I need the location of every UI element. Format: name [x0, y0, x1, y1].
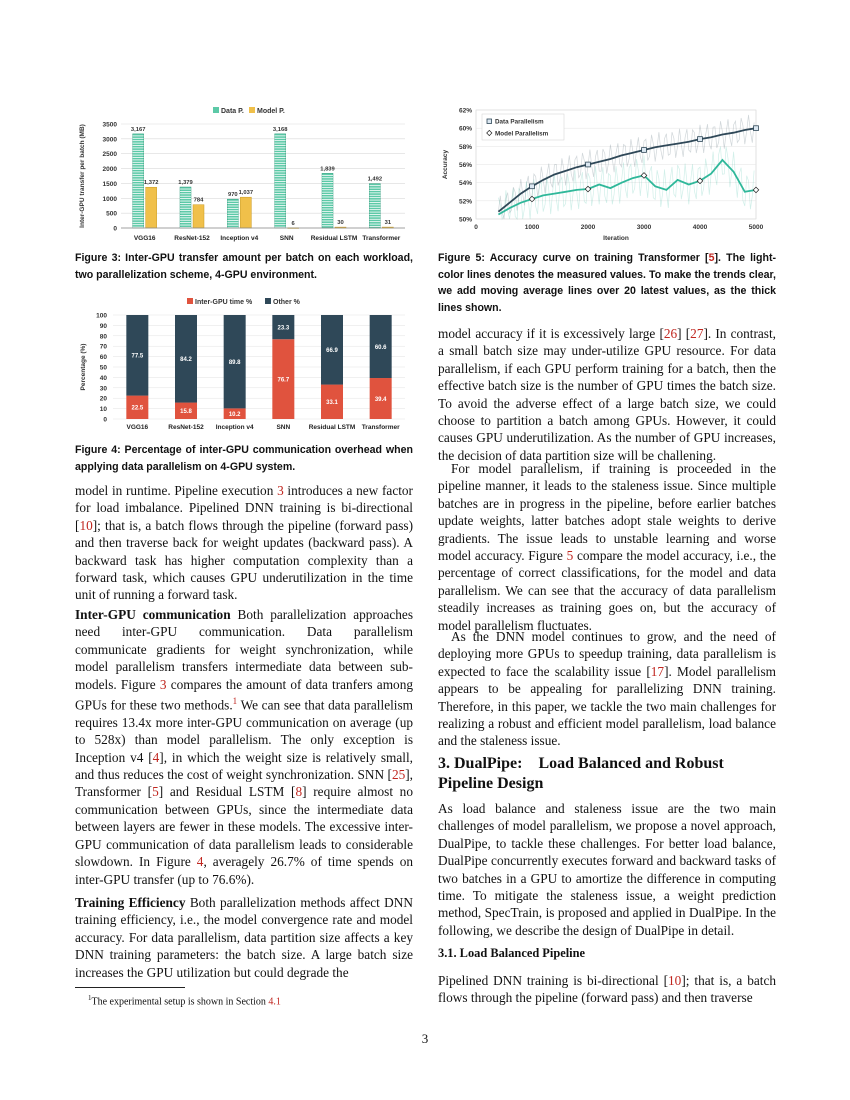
- legend-label: Model P.: [257, 108, 285, 115]
- bar-model-p: [240, 197, 251, 228]
- y-tick-label: 3000: [102, 136, 117, 144]
- citation-link[interactable]: 4: [152, 749, 160, 765]
- data-label: 84.2: [180, 357, 192, 364]
- data-label: 3,168: [272, 126, 288, 133]
- data-label: 15.8: [180, 409, 192, 416]
- x-tick-label: ResNet-152: [174, 235, 210, 242]
- bar-data-p: [322, 173, 333, 228]
- figure-3-chart: [75, 100, 415, 248]
- y-tick-label: 62%: [458, 107, 472, 115]
- legend-swatch: [487, 119, 492, 124]
- citation-link[interactable]: 5: [152, 784, 159, 800]
- y-axis-label: Inter-GPU transfer per batch (MB): [79, 124, 86, 228]
- y-tick-label: 60: [99, 354, 107, 362]
- data-label: 60.6: [374, 344, 387, 351]
- x-axis-label: Iteration: [603, 235, 629, 242]
- y-tick-label: 58%: [458, 143, 472, 151]
- y-tick-label: 20: [99, 395, 107, 403]
- section-ref-link[interactable]: 3: [277, 483, 284, 498]
- bar-data-p: [180, 187, 191, 228]
- data-label: 30: [337, 220, 344, 227]
- citation-link[interactable]: 17: [650, 663, 665, 679]
- x-tick-label: VGG16: [126, 424, 149, 431]
- data-label: 39.4: [374, 396, 387, 403]
- legend-label: Data P.: [221, 108, 244, 115]
- data-label: 1,379: [178, 180, 193, 187]
- x-tick-label: Inception v4: [220, 235, 259, 242]
- figure-3-legend: [213, 107, 285, 115]
- legend-label: Inter-GPU time %: [195, 299, 253, 306]
- point-marker: [754, 126, 759, 131]
- data-label: 77.5: [131, 353, 144, 360]
- citation-link[interactable]: 25: [391, 767, 406, 783]
- y-tick-label: 50%: [458, 216, 472, 224]
- legend-label: Data Parallelism: [495, 118, 544, 126]
- left-paragraph-3: Training Efficiency Both parallelization methods affect DNN training efficiency, i.e., the model convergence rate and model accuracy. For data parallelism, data partition size affects a key DNN training parameters: the batch size. A large batch size increases the GPU utilization but could degrade the: [75, 895, 413, 980]
- figure-4-legend: [187, 298, 301, 306]
- y-tick-label: 40: [99, 374, 107, 382]
- y-tick-label: 90: [99, 322, 107, 330]
- y-tick-label: 100: [96, 312, 107, 320]
- y-tick-label: 10: [99, 406, 107, 414]
- bar-model-p: [146, 187, 157, 228]
- y-tick-label: 80: [99, 333, 107, 341]
- x-tick-label: SNN: [279, 235, 294, 242]
- x-tick-label: Residual LSTM: [308, 424, 356, 431]
- data-label: 22.5: [131, 405, 144, 412]
- right-paragraph-5: Pipelined DNN training is bi-directional [10]; that is, a batch flows through the pipeline (forward pass) and then traverse: [438, 973, 777, 1006]
- citation-link[interactable]: 26: [663, 326, 678, 341]
- data-label: 1,037: [238, 190, 254, 197]
- point-marker: [586, 162, 591, 167]
- figure-ref-link[interactable]: 4: [196, 854, 204, 870]
- y-tick-label: 2500: [102, 151, 117, 159]
- point-marker: [642, 148, 647, 153]
- legend-label: Other %: [273, 299, 300, 306]
- data-label: 23.3: [277, 325, 290, 332]
- data-label: 89.8: [228, 359, 241, 366]
- x-tick-label: 0: [474, 224, 478, 231]
- citation-link[interactable]: 10: [79, 517, 93, 533]
- x-tick-label: 2000: [580, 224, 596, 231]
- y-tick-label: 0: [113, 225, 117, 233]
- page-number: 3: [421, 1031, 429, 1046]
- y-tick-label: 70: [99, 343, 107, 351]
- x-tick-label: 1000: [524, 224, 540, 231]
- point-marker: [698, 137, 703, 142]
- figure-5-caption: Figure 5: Accuracy curve on training Transformer [5]. The light-color lines denotes the measured values. To make the trends clear, we add moving average lines over 20 latest values, as the thick lines shown.: [438, 252, 776, 314]
- legend-swatch: [187, 298, 193, 304]
- x-tick-label: Transformer: [362, 235, 401, 242]
- y-tick-label: 60%: [458, 125, 472, 133]
- data-label: 33.1: [326, 400, 338, 407]
- right-paragraph-3: As the DNN model continues to grow, and the need of deploying more GPUs to speedup training, data parallelism is expected to face the scalability issue [17]. Model parallelism appears to be appealing for parallelizing DNN training. Therefore, in this paper, we tackle the two main challenges for realizing a robust and efficient model parallelism, load balance and the staleness issue.: [438, 629, 776, 749]
- citation-link[interactable]: 8: [295, 784, 303, 800]
- figure-4-caption: Figure 4: Percentage of inter-GPU communication overhead when applying data parallelism on 4-GPU system.: [75, 444, 413, 473]
- y-axis-label: Accuracy: [442, 149, 449, 180]
- y-tick-label: 30: [99, 385, 107, 393]
- section-heading: 3. DualPipe: Load Balanced and Robust Pipeline Design: [438, 755, 728, 792]
- footnote: $^1$The experimental setup is shown in Section 4.1: [88, 994, 281, 1008]
- figure-ref-link[interactable]: 5: [566, 548, 574, 564]
- x-tick-label: Residual LSTM: [310, 235, 358, 242]
- x-tick-label: 3000: [636, 224, 652, 231]
- figure-5: [438, 100, 778, 245]
- right-paragraph-4: As load balance and staleness issue are the two main challenges of model parallelism, we propose a novel approach, DualPipe, to tackle these challenges. For better load balance, DualPipe concurrently executes forward and backward tasks of two batches in a GPU to amortize the difference in computing time. To mitigate the staleness issue, a weight prediction method, SpecTrain, is proposed and applied in DualPipe. In the following, we describe the design of DualPipe in detail.: [438, 801, 776, 938]
- x-tick-label: VGG16: [133, 235, 156, 242]
- x-tick-label: ResNet-152: [168, 424, 204, 431]
- figure-4: [75, 293, 415, 438]
- right-paragraph-2: For model parallelism, if training is proceeded in the pipeline manner, it leads to the staleness issue. Since multiple batches are in progress in the pipeline, before earlier batches update weights, latter batches adopt stale weights to derive gradients. The issue leads to unstable learning and worse model accuracy. Figure 5 compare the model accuracy, i.e., the percentage of correct classifications, for the model and data parallelism. We can see that the accuracy of data parallelism steadily increases as training goes on, but the accuracy of model parallelism fluctuates.: [438, 461, 776, 633]
- legend-label: Model Parallelism: [495, 130, 549, 138]
- y-tick-label: 2000: [102, 166, 117, 174]
- data-label: 31: [384, 220, 392, 227]
- x-tick-label: Transformer: [361, 424, 400, 431]
- figure-ref-link[interactable]: 3: [159, 676, 167, 692]
- bar-model-p: [193, 205, 204, 228]
- run-in-heading-training-efficiency: Training Efficiency: [75, 895, 186, 910]
- y-tick-label: 50: [99, 364, 107, 372]
- figure-4-chart: [75, 293, 415, 438]
- y-tick-label: 1500: [102, 180, 117, 188]
- data-label: 76.7: [277, 377, 290, 384]
- y-tick-label: 56%: [458, 162, 472, 169]
- figure-5-chart: [438, 100, 778, 245]
- section-ref-link[interactable]: 4.1: [268, 996, 281, 1008]
- x-tick-label: SNN: [276, 424, 291, 431]
- y-tick-label: 3500: [102, 121, 117, 129]
- data-label: 10.2: [228, 411, 241, 418]
- run-in-heading-inter-gpu: Inter-GPU communication: [75, 607, 231, 622]
- legend-swatch: [265, 298, 271, 304]
- data-label: 6: [291, 220, 295, 227]
- figure-3-caption: Figure 3: Inter-GPU transfer amount per batch on each workload, two parallelization scheme, 4-GPU environment.: [75, 252, 413, 281]
- point-marker: [530, 184, 535, 189]
- data-label: 784: [193, 197, 204, 204]
- data-label: 66.9: [326, 348, 338, 355]
- right-paragraph-1: model accuracy if it is excessively large [26] [27]. In contrast, a small batch size may under-utilize GPU resource. For data parallelism, if each GPU perform training for a batch, then the effective batch size is the number of GPU times the batch size. To avoid the adverse effect of a large batch size, we could choose to partition a batch among GPUs. However, it could causes GPU underutilization. As the number of GPU increases, the decision of data partition size will be challening.: [438, 326, 776, 463]
- data-label: 3,167: [130, 126, 146, 133]
- y-tick-label: 52%: [458, 198, 472, 206]
- data-label: 1,372: [143, 180, 159, 187]
- y-axis-label: Percentage (%): [80, 343, 87, 391]
- data-label: 1,839: [320, 166, 335, 173]
- data-label: 1,492: [367, 176, 383, 183]
- x-tick-label: Inception v4: [215, 424, 254, 431]
- left-paragraph-2: Inter-GPU communication Both parallelization approaches need inter-GPU communication. Data parallelism communicate gradients for weight synchronization, while model parallelism transfers intermediate data between sub-models. Figure 3 compares the amount of data tranfers among GPUs for these two methods.$^1$ We can see that data parallelism requires 13.4x more inter-GPU communication on average (up to 528x) than model parallelism. The only exception is Inception v4 [4], in which the weight size is relatively small, and thus reduces the cost of weight synchronization. SNN [25], Transformer [5] and Residual LSTM [8] require almost no communication between GPUs, since the intermediate data between layers are fewer in these models. The excessive inter-GPU communication of data parallelism leads to considerable slowdown. In Figure 4, averagely 26.7% of time spends on inter-GPU transfer (up to 76.6%).: [75, 607, 414, 887]
- footnote-rule: [75, 987, 185, 988]
- x-tick-label: 5000: [748, 224, 764, 231]
- citation-link[interactable]: 10: [668, 973, 682, 988]
- y-tick-label: 1000: [102, 195, 117, 203]
- left-paragraph-1: model in runtime. Pipeline execution 3 introduces a new factor for load imbalance. Pipelined DNN training is bi-directional [10]; that is, a batch flows through the pipeline (forward pass) and then traverse back for weight updates (backward pass). A backward task has higher computation complexity than a forward task, which causes GPU underutilization in the time unit of running a forward task.: [75, 483, 413, 603]
- y-tick-label: 0: [103, 416, 107, 424]
- footnote-marker[interactable]: 1: [232, 696, 238, 707]
- x-tick-label: 4000: [692, 224, 708, 231]
- legend-swatch: [213, 107, 219, 113]
- legend-swatch: [249, 107, 255, 113]
- figure-3: [75, 100, 415, 248]
- citation-link[interactable]: 5: [708, 252, 715, 264]
- y-tick-label: 54%: [458, 180, 472, 188]
- figure-5-legend: [482, 114, 564, 140]
- y-tick-label: 500: [106, 210, 117, 218]
- subsection-heading: 3.1. Load Balanced Pipeline: [438, 946, 585, 960]
- citation-link[interactable]: 27: [690, 326, 704, 341]
- data-label: 970: [227, 192, 238, 199]
